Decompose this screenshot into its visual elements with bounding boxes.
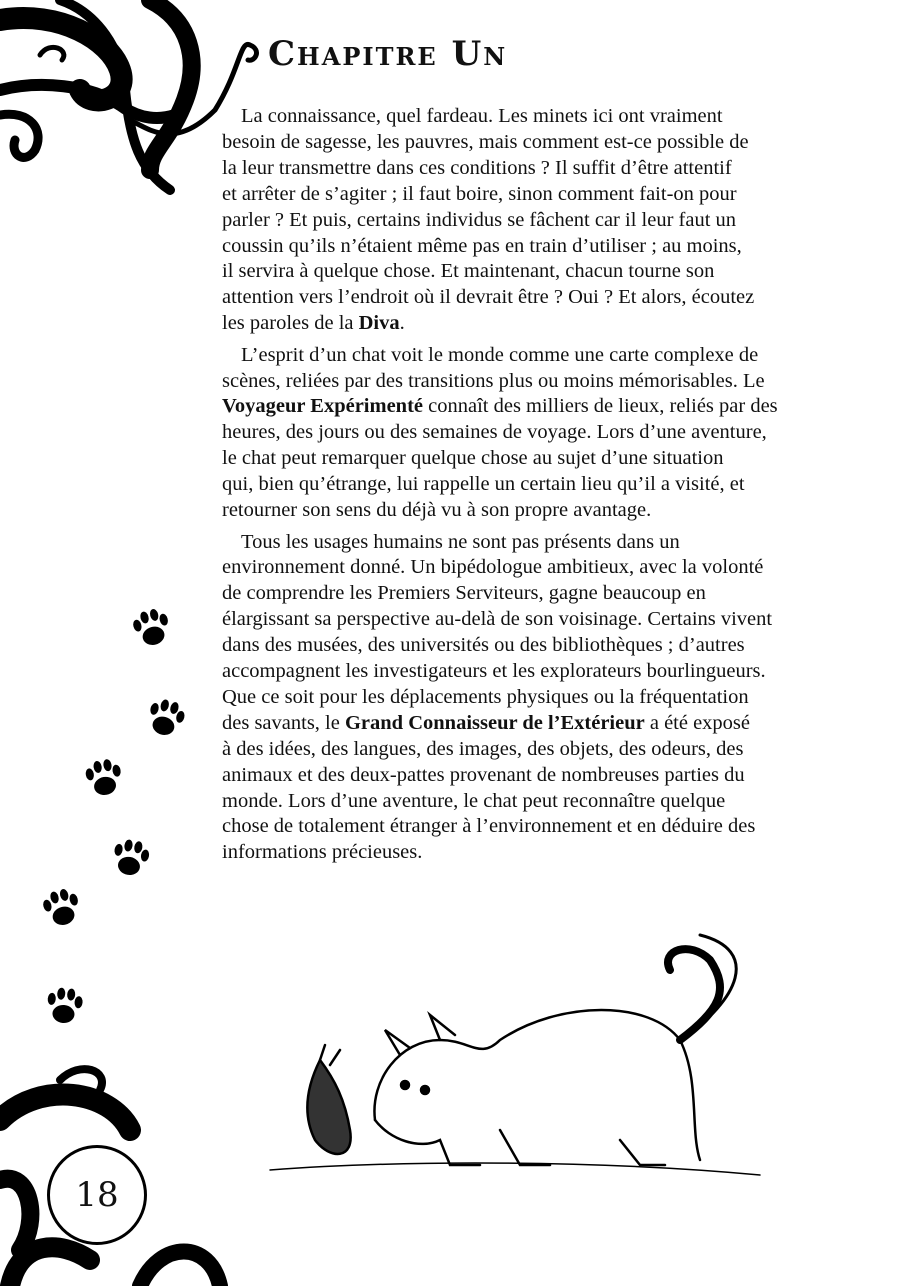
text-line [222,285,822,311]
text-segment: et arrêter de s’agiter ; il faut boire, sinon comment fait-on pour [222,182,737,205]
text-segment: le chat peut remarquer quelque chose au sujet d’une situation [222,447,724,470]
text-segment: qui, bien qu’étrange, lui rappelle un certain lieu qu’il a visité, et [222,473,745,496]
text-line [222,420,822,446]
text-segment: informations précieuses. [222,841,423,864]
text-line [222,259,822,285]
text-line [222,763,822,789]
paragraph [222,343,822,524]
text-line [222,607,822,633]
text-line [222,581,822,607]
page-number: 18 [75,1175,119,1215]
page-number-badge [47,1145,147,1245]
text-segment: connaît des milliers de lieux, reliés par des [423,395,778,418]
text-line [222,840,822,866]
text-line [222,446,822,472]
text-line [222,234,822,260]
text-line [222,104,822,130]
text-segment: parler ? Et puis, certains individus se fâchent car il leur faut un [222,208,737,231]
text-segment: attention vers l’endroit où il devrait être ? Oui ? Et alors, écoutez [222,286,755,309]
tentacle-ornament-top-icon [0,0,256,190]
text-segment: à des idées, des langues, des images, des objets, des odeurs, des [222,737,744,760]
text-segment: il servira à quelque chose. Et maintenant, chacun tourne son [222,260,715,283]
text-line [222,343,822,369]
text-segment: environnement donné. Un bipédologue ambitieux, avec la volonté [222,556,764,579]
text-segment: dans des musées, des universités ou des bibliothèques ; d’autres [222,634,745,657]
text-line [222,369,822,395]
text-line [222,633,822,659]
text-segment: L’esprit d’un chat voit le monde comme une carte complexe de [241,343,759,366]
text-line [222,208,822,234]
text-line [222,711,822,737]
text-line [222,130,822,156]
text-segment: besoin de sagesse, les pauvres, mais comment est-ce possible de [222,130,749,153]
text-segment: . [399,312,405,335]
text-segment: élargissant sa perspective au-delà de son voisinage. Certains vivent [222,608,773,631]
text-segment: des savants, le [222,711,345,734]
text-line [222,472,822,498]
text-line [222,685,822,711]
bold-term: Grand Connaisseur de l’Extérieur [344,711,645,734]
paragraph [222,104,822,337]
paragraph [222,530,822,867]
text-line [222,530,822,556]
text-line [222,498,822,524]
text-line [222,182,822,208]
text-line [222,156,822,182]
body-text [222,104,822,872]
text-line [222,394,822,420]
text-segment: monde. Lors d’une aventure, le chat peut reconnaître quelque [222,789,726,812]
text-line [222,737,822,763]
cat-and-mouse-illustration [270,935,760,1175]
text-line [222,659,822,685]
chapter-title: Chapitre Un [268,34,508,74]
text-segment: les paroles de la [222,312,359,335]
text-segment: scènes, reliées par des transitions plus ou moins mémorisables. Le [222,369,765,392]
text-segment: chose de totalement étranger à l’environnement et en déduire des [222,815,756,838]
bold-term: Diva [358,312,400,335]
text-segment: La connaissance, quel fardeau. Les minets ici ont vraiment [241,105,723,127]
text-segment: la leur transmettre dans ces conditions ? Il suffit d’être attentif [222,156,732,179]
text-line [222,555,822,581]
text-line [222,814,822,840]
text-segment: Tous les usages humains ne sont pas présents dans un [241,530,680,553]
paw-prints-icon [40,606,187,1024]
text-line [222,311,822,337]
text-segment: de comprendre les Premiers Serviteurs, gagne beaucoup en [222,582,706,605]
text-segment: a été exposé [644,711,751,734]
text-segment: accompagnent les investigateurs et les explorateurs bourlingueurs. [222,660,766,683]
text-segment: coussin qu’ils n’étaient même pas en train d’utiliser ; au moins, [222,234,742,257]
bold-term: Voyageur Expérimenté [222,395,423,418]
text-segment: heures, des jours ou des semaines de voyage. Lors d’une aventure, [222,421,767,444]
text-segment: Que ce soit pour les déplacements physiques ou la fréquentation [222,685,749,708]
text-line [222,789,822,815]
text-segment: animaux et des deux-pattes provenant de nombreuses parties du [222,763,745,786]
text-segment: retourner son sens du déjà vu à son propre avantage. [222,499,652,522]
